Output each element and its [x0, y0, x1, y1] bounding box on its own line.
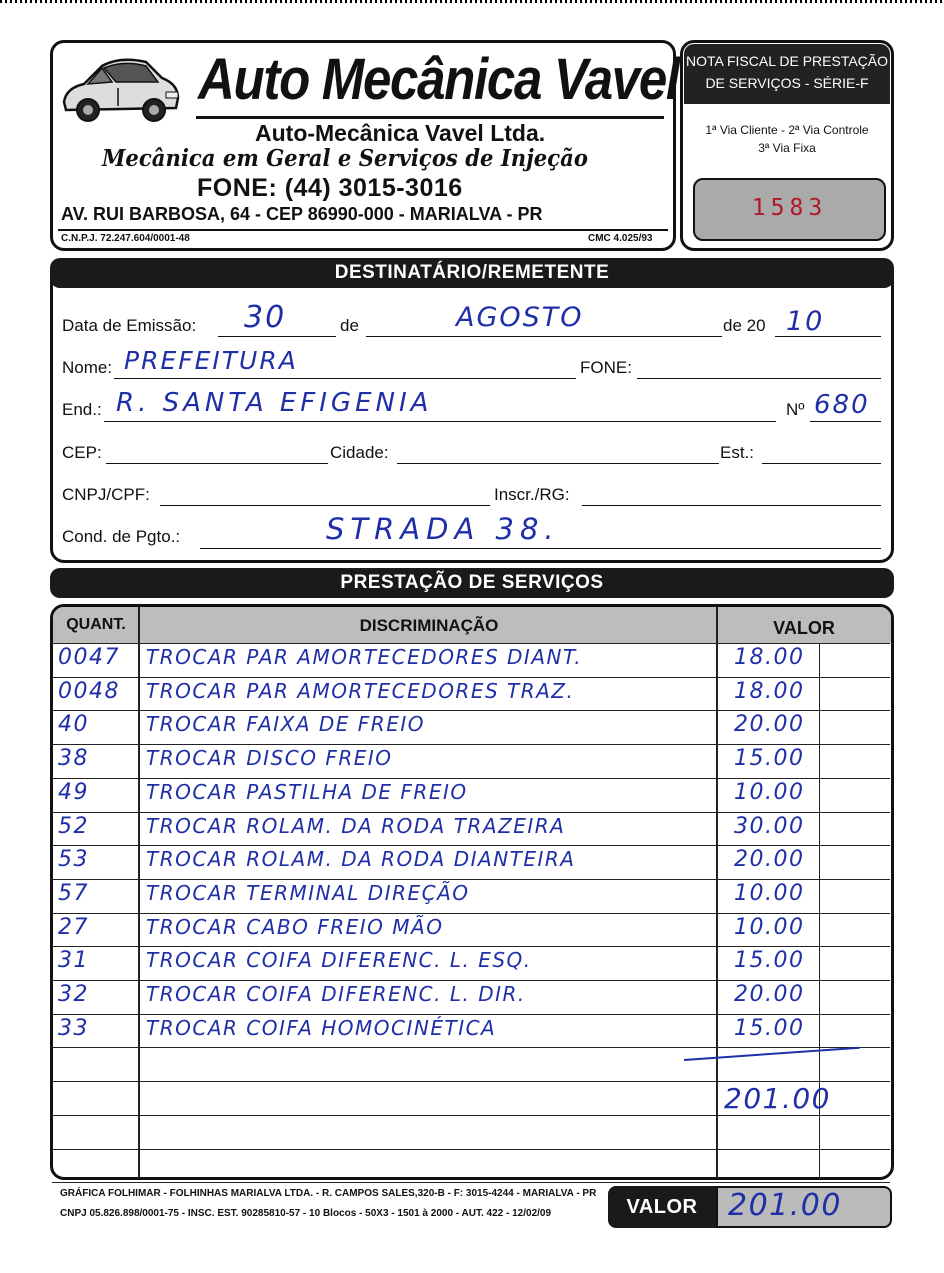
table-row-rule	[52, 677, 890, 678]
recipient-section-title: DESTINATÁRIO/REMETENTE	[50, 258, 894, 288]
row-quantity[interactable]: 0048	[58, 678, 120, 704]
row-quantity[interactable]: 38	[58, 746, 89, 772]
row-description[interactable]: TROCAR COIFA DIFERENC. L. DIR.	[146, 982, 526, 1006]
row-quantity[interactable]: 31	[58, 948, 89, 974]
payment-value[interactable]: STRADA 38.	[326, 512, 560, 546]
row-quantity[interactable]: 53	[58, 847, 89, 873]
header-rule	[52, 643, 890, 644]
company-name: Auto-Mecânica Vavel Ltda.	[255, 120, 546, 146]
name-value[interactable]: PREFEITURA	[124, 346, 298, 375]
row-quantity[interactable]: 57	[58, 880, 89, 906]
date-year-label: de 20	[723, 316, 766, 335]
table-row-rule	[52, 812, 890, 813]
company-cmc: CMC 4.025/93	[588, 233, 653, 244]
col-description-header: DISCRIMINAÇÃO	[359, 616, 499, 635]
row-quantity[interactable]: 33	[58, 1015, 89, 1041]
row-quantity[interactable]: 40	[58, 712, 89, 738]
row-quantity[interactable]: 49	[58, 779, 89, 805]
row-value[interactable]: 20.00	[734, 982, 805, 1007]
row-description[interactable]: TROCAR ROLAM. DA RODA TRAZEIRA	[146, 813, 566, 838]
printer-info-line1: GRÁFICA FOLHIMAR - FOLHINHAS MARIALVA LTDA. - R. CAMPOS SALES,320-B - F: 3015-4244 - MARIALVA - PR	[60, 1188, 597, 1199]
table-row-rule	[52, 778, 890, 779]
row-description[interactable]: TROCAR CABO FREIO MÃO	[146, 914, 444, 939]
row-value[interactable]: 15.00	[734, 1015, 805, 1041]
row-value[interactable]: 10.00	[734, 779, 805, 805]
company-tagline: Mecânica em Geral e Serviços de Injeção	[102, 145, 588, 172]
number-line	[810, 421, 881, 422]
inscr-label: Inscr./RG:	[494, 485, 570, 504]
date-month-line	[366, 336, 722, 337]
number-label: Nº	[786, 400, 805, 419]
col-value-header: VALOR	[773, 618, 835, 638]
cep-label: CEP:	[62, 443, 102, 462]
invoice-title-line2: DE SERVIÇOS - SÉRIE-F	[705, 75, 869, 91]
phone-label: FONE:	[580, 358, 632, 377]
row-quantity[interactable]: 52	[58, 813, 89, 839]
row-description[interactable]: TROCAR TERMINAL DIREÇÃO	[146, 880, 470, 905]
table-row-rule	[52, 1014, 890, 1015]
name-line	[114, 378, 576, 379]
row-description[interactable]: TROCAR PASTILHA DE FREIO	[146, 779, 468, 804]
row-description[interactable]: TROCAR FAIXA DE FREIO	[146, 712, 425, 737]
cnpj-label: CNPJ/CPF:	[62, 485, 150, 504]
company-cnpj: C.N.P.J. 72.247.604/0001-48	[61, 233, 190, 244]
table-row-rule	[52, 710, 890, 711]
row-quantity[interactable]: 27	[58, 914, 89, 940]
invoice-number: 1583	[751, 195, 828, 221]
date-day-line	[218, 336, 336, 337]
table-row-rule	[52, 1182, 890, 1183]
payment-line	[200, 548, 881, 549]
table-row-rule	[52, 1149, 890, 1150]
row-value[interactable]: 30.00	[734, 813, 805, 839]
date-year[interactable]: 10	[786, 306, 825, 337]
date-de-label: de	[340, 316, 359, 335]
date-day[interactable]: 30	[244, 300, 287, 335]
name-label: Nome:	[62, 358, 113, 377]
row-value[interactable]: 20.00	[734, 712, 805, 738]
city-line	[397, 463, 719, 464]
address-line	[104, 421, 776, 422]
row-value[interactable]: 15.00	[734, 746, 805, 772]
row-quantity[interactable]: 32	[58, 982, 89, 1007]
state-label: Est.:	[720, 443, 755, 462]
company-logo-text: Auto Mecânica Vavel	[198, 47, 679, 112]
company-phone: FONE: (44) 3015-3016	[197, 174, 463, 202]
subtotal-value[interactable]: 201.00	[724, 1082, 831, 1115]
date-label: Data de Emissão:	[62, 316, 197, 335]
row-description[interactable]: TROCAR PAR AMORTECEDORES TRAZ.	[146, 678, 575, 703]
row-value[interactable]: 18.00	[734, 678, 805, 704]
cep-line	[106, 463, 328, 464]
city-label: Cidade:	[330, 443, 389, 462]
inscr-line	[582, 505, 881, 506]
value-column-rule	[716, 607, 718, 1178]
row-quantity[interactable]: 0047	[58, 645, 120, 670]
row-value[interactable]: 18.00	[734, 645, 805, 670]
table-row-rule	[52, 1047, 890, 1048]
table-row-rule	[52, 879, 890, 880]
invoice-copies-line2: 3ª Via Fixa	[758, 141, 816, 155]
row-description[interactable]: TROCAR COIFA DIFERENC. L. ESQ.	[146, 948, 532, 973]
row-value[interactable]: 20.00	[734, 847, 805, 873]
company-address: AV. RUI BARBOSA, 64 - CEP 86990-000 - MARIALVA - PR	[61, 204, 543, 224]
perforation-edge	[0, 0, 944, 3]
phone-line	[637, 378, 881, 379]
printer-info-line2: CNPJ 05.826.898/0001-75 - INSC. EST. 90285810-57 - 10 Blocos - 50X3 - 1501 à 2000 - AUT. 422 - 12/02/09	[60, 1208, 552, 1219]
table-row-rule	[52, 946, 890, 947]
table-row-rule	[52, 845, 890, 846]
row-description[interactable]: TROCAR ROLAM. DA RODA DIANTEIRA	[146, 847, 576, 872]
address-value[interactable]: R. SANTA EFIGENIA	[116, 388, 433, 418]
table-row-rule	[52, 980, 890, 981]
row-description[interactable]: TROCAR COIFA HOMOCINÉTICA	[146, 1015, 497, 1040]
cnpj-line	[160, 505, 490, 506]
table-row-rule	[52, 744, 890, 745]
logo-underline	[196, 116, 664, 119]
address-label: End.:	[62, 400, 102, 419]
row-description[interactable]: TROCAR PAR AMORTECEDORES DIANT.	[146, 645, 583, 669]
row-value[interactable]: 15.00	[734, 948, 805, 974]
invoice-title-line1: NOTA FISCAL DE PRESTAÇÃO	[686, 53, 889, 69]
col-quantity-header: QUANT.	[66, 616, 126, 633]
quantity-column-rule	[138, 607, 140, 1178]
total-label: VALOR	[608, 1186, 716, 1228]
total-value[interactable]: 201.00	[728, 1188, 842, 1223]
state-line	[762, 463, 881, 464]
services-section-title: PRESTAÇÃO DE SERVIÇOS	[50, 568, 894, 598]
row-description[interactable]: TROCAR DISCO FREIO	[146, 746, 393, 771]
invoice-copies-line1: 1ª Via Cliente - 2ª Via Controle	[705, 123, 869, 137]
row-value[interactable]: 10.00	[734, 914, 805, 940]
date-month[interactable]: AGOSTO	[456, 302, 584, 333]
payment-label: Cond. de Pgto.:	[62, 527, 181, 546]
number-value[interactable]: 680	[814, 390, 870, 420]
row-value[interactable]: 10.00	[734, 880, 805, 906]
table-row-rule	[52, 913, 890, 914]
address-underline	[58, 229, 668, 231]
car-logo-icon	[58, 52, 182, 128]
